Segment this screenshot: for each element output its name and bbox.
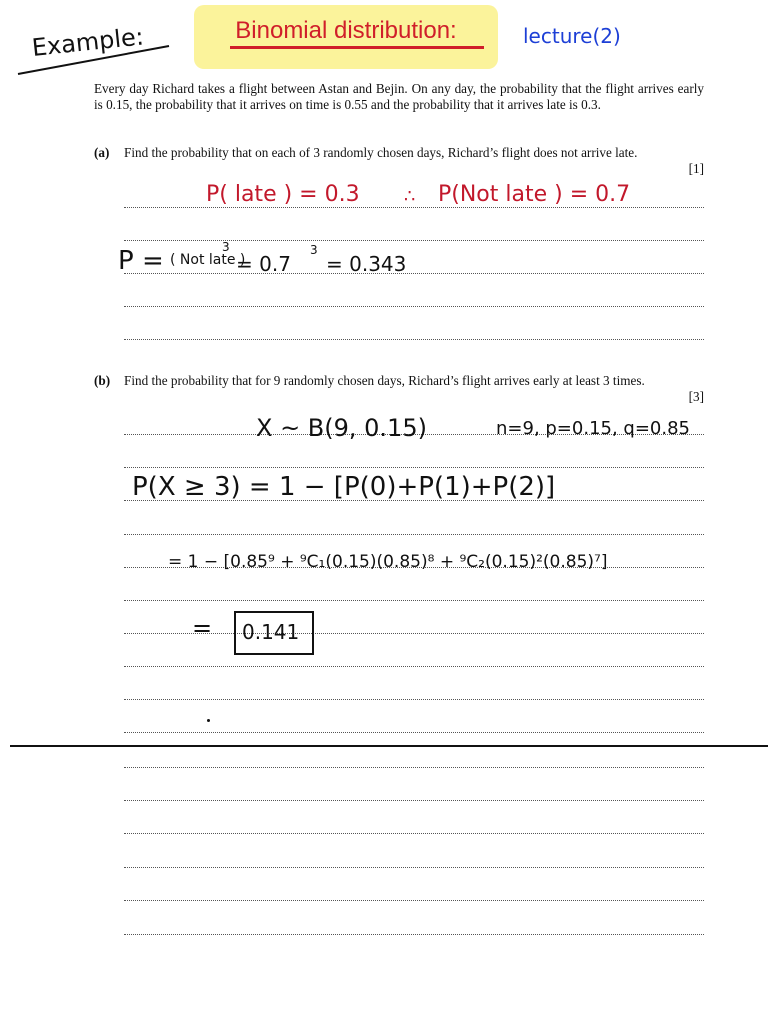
a-line2-rest: = 0.7 — [236, 252, 291, 276]
answer-line — [124, 534, 704, 535]
title-underline — [230, 46, 484, 49]
part-a-label: (a) — [94, 145, 110, 160]
b-answer-eq: = — [192, 614, 213, 642]
answer-line — [124, 273, 704, 274]
answer-line — [124, 767, 704, 768]
a-line2-exp2: 3 — [310, 243, 318, 257]
answer-line — [124, 600, 704, 601]
part-b-label: (b) — [94, 373, 111, 388]
answer-line — [124, 240, 704, 241]
b-line3: = 1 − [0.85⁹ + ⁹C₁(0.15)(0.85)⁸ + ⁹C₂(0.15)²(0.85)⁷] — [168, 552, 608, 572]
lecture-tag: lecture(2) — [523, 24, 621, 48]
stray-mark — [207, 719, 210, 722]
a-line2-exp: 3 — [222, 240, 230, 254]
therefore-symbol: ∴ — [404, 186, 416, 207]
title-banner — [194, 5, 498, 69]
answer-line — [124, 934, 704, 935]
a-line1-right: P(Not late ) = 0.7 — [438, 182, 631, 207]
answer-line — [124, 833, 704, 834]
example-underline — [14, 40, 174, 80]
answer-line — [124, 666, 704, 667]
part-a-text: Find the probability that on each of 3 randomly chosen days, Richard’s flight does not arrive late. — [124, 145, 638, 160]
question-intro: Every day Richard takes a flight between Astan and Bejin. On any day, the probability that the flight arrives early is 0.15, the probability that it arrives on time is 0.55 and the probability that it arrives late is 0.3. — [94, 81, 704, 112]
page-divider — [10, 745, 768, 747]
b-line1-params: n=9, p=0.15, q=0.85 — [496, 418, 691, 439]
answer-line — [124, 467, 704, 468]
answer-box — [234, 611, 314, 655]
answer-line — [124, 339, 704, 340]
answer-line — [124, 732, 704, 733]
b-line2: P(X ≥ 3) = 1 − [P(0)+P(1)+P(2)] — [132, 472, 556, 502]
example-label: Example: — [30, 22, 146, 62]
answer-line — [124, 800, 704, 801]
answer-line — [124, 900, 704, 901]
answer-line — [124, 306, 704, 307]
b-line1-dist: X ~ B(9, 0.15) — [256, 414, 427, 442]
a-line1-left: P( late ) = 0.3 — [206, 182, 360, 207]
answer-line — [124, 699, 704, 700]
part-b-marks: [3] — [688, 389, 704, 404]
a-line2-paren: ( Not late ) — [170, 252, 246, 268]
page-title: Binomial distribution: — [235, 17, 457, 44]
part-b-text: Find the probability that for 9 randomly chosen days, Richard’s flight arrives early at least 3 times. — [124, 373, 645, 388]
b-answer: 0.141 — [242, 620, 300, 644]
answer-line — [124, 207, 704, 208]
a-line2-p: P = — [118, 246, 164, 276]
a-line2-result: = 0.343 — [326, 252, 407, 276]
answer-line — [124, 867, 704, 868]
part-a-marks: [1] — [688, 161, 704, 176]
